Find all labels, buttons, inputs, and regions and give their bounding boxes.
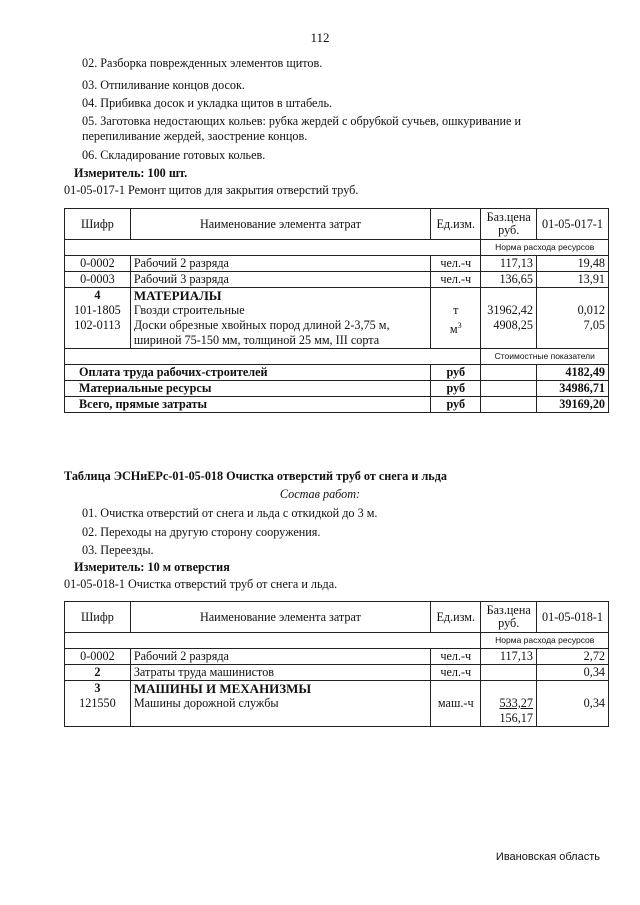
operation-line: перепиливание жердей, заострение концов. [82, 129, 308, 143]
resource-table-017 [64, 208, 609, 413]
table-row: 0-0003 Рабочий 3 разряда чел.-ч 136,65 13,91 [65, 272, 609, 288]
operation-line: 02. Разборка поврежденных элементов щитов. [82, 56, 323, 70]
table-row: 102-0113 Доски обрезные хвойных пород длиной 2-3,75 м, шириной 75-150 мм, толщиной 25 мм, III сорта $м^3$ 4908,25 7,05 [65, 318, 609, 349]
header-code: Шифр [65, 209, 131, 240]
table-row: 101-1805 Гвозди строительные т 31962,42 0,012 [65, 303, 609, 318]
header-code: Шифр [65, 602, 131, 633]
meter-label: Измеритель: 10 м отверстия [74, 560, 230, 574]
footer-region: Ивановская область [495, 851, 600, 863]
table-row: 121550 Машины дорожной службы маш.-ч 533,27 156,17 0,34 [65, 696, 609, 727]
summary-row: Всего, прямые затраты руб 39169,20 [65, 397, 609, 413]
section-row: 4 МАТЕРИАЛЫ [65, 288, 609, 304]
operation-line: 04. Прибивка досок и укладка щитов в штабель. [82, 96, 333, 110]
header-name: Наименование элемента затрат [130, 209, 430, 240]
header-price: Баз.цена руб. [481, 209, 537, 240]
page-number: 112 [310, 30, 330, 45]
header-unit: Ед.изм. [431, 602, 481, 633]
header-price: Баз.цена руб. [481, 602, 537, 633]
table-row: 2 Затраты труда машинистов чел.-ч 0,34 [65, 665, 609, 681]
header-name: Наименование элемента затрат [130, 602, 430, 633]
item-title: 01-05-017-1 Ремонт щитов для закрытия отверстий труб. [64, 183, 359, 197]
table-row: 0-0002 Рабочий 2 разряда чел.-ч 117,13 19,48 [65, 256, 609, 272]
operation-line: 03. Отпиливание концов досок. [82, 78, 245, 92]
operation-line: 06. Складирование готовых кольев. [82, 148, 266, 162]
table-row: 0-0002 Рабочий 2 разряда чел.-ч 117,13 2,72 [65, 649, 609, 665]
composition-heading: Состав работ: [279, 487, 361, 501]
table-title: Таблица ЭСНиЕРс-01-05-018 Очистка отверстий труб от снега и льда [64, 469, 448, 483]
operation-line: 05. Заготовка недостающих кольев: рубка жердей с обрубкой сучьев, ошкуривание и [82, 114, 521, 128]
resource-table-018 [64, 601, 609, 727]
summary-row: Материальные ресурсы руб 34986,71 [65, 381, 609, 397]
item-title: 01-05-018-1 Очистка отверстий труб от снега и льда. [64, 577, 338, 591]
header-norm: 01-05-018-1 [536, 602, 608, 633]
header-unit: Ед.изм. [431, 209, 481, 240]
operation-line: 02. Переходы на другую сторону сооружения. [82, 525, 321, 539]
meter-label: Измеритель: 100 шт. [74, 166, 188, 180]
cost-caption: Стоимостные показатели [481, 349, 609, 365]
operation-line: 03. Переезды. [82, 543, 154, 557]
operation-line: 01. Очистка отверстий от снега и льда с откидкой до 3 м. [82, 506, 378, 520]
header-norm: 01-05-017-1 [536, 209, 608, 240]
section-row: 3 МАШИНЫ И МЕХАНИЗМЫ [65, 681, 609, 697]
norm-caption: Норма расхода ресурсов [481, 633, 609, 649]
norm-caption: Норма расхода ресурсов [481, 240, 609, 256]
summary-row: Оплата труда рабочих-строителей руб 4182,49 [65, 365, 609, 381]
